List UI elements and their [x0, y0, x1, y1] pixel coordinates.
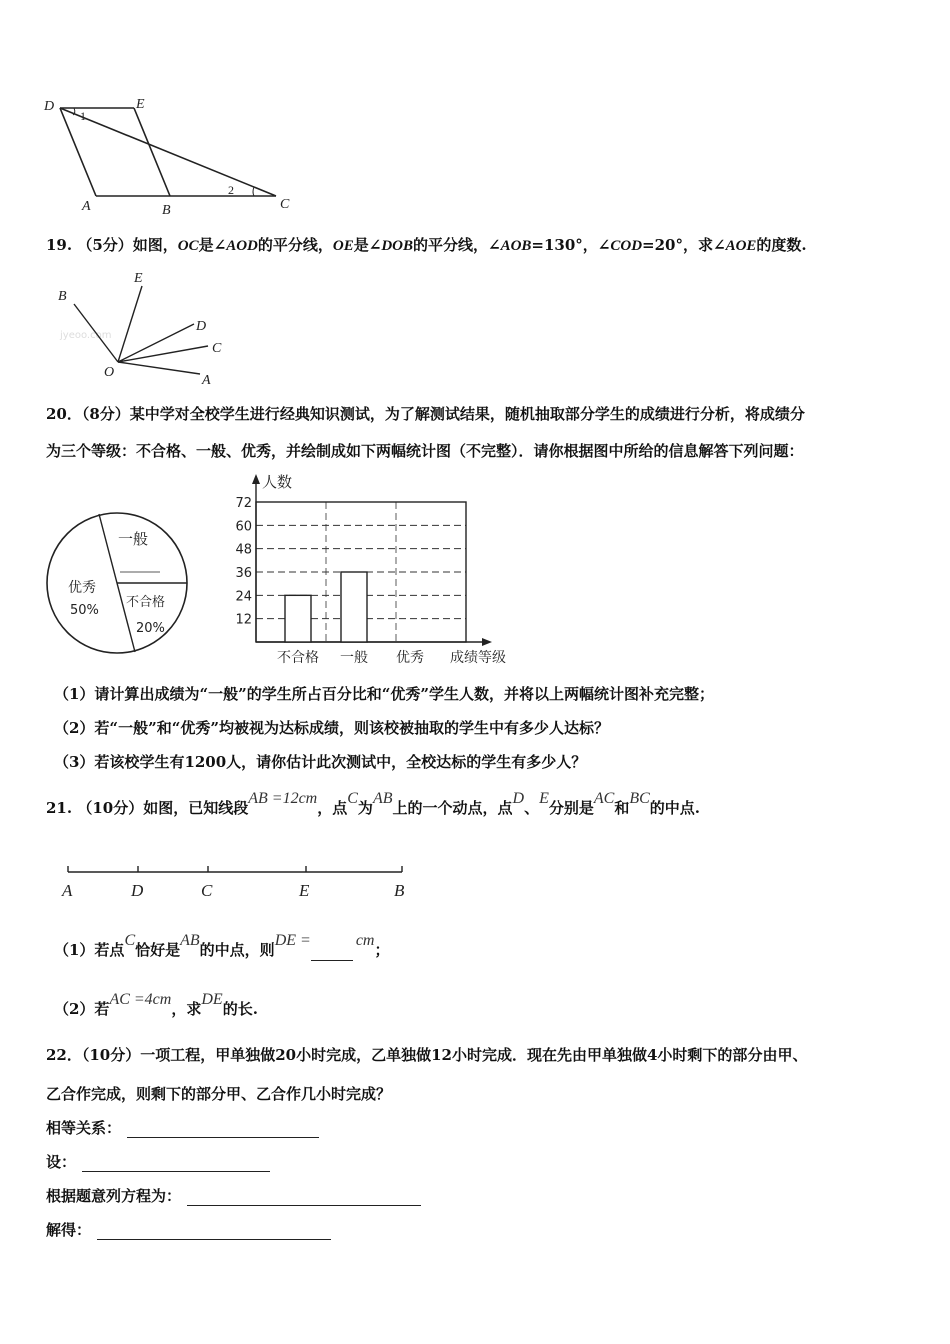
question-19 [46, 235, 807, 256]
field-label: 设： [46, 1153, 77, 1171]
q21-sub1-math: C [124, 932, 136, 949]
q21-text: 、 [524, 799, 540, 817]
figure-q18 [40, 92, 300, 218]
label-c: C [212, 341, 222, 356]
q19-part: AOB [500, 238, 532, 254]
q19-part: COD [610, 238, 643, 254]
q21-math: C [347, 790, 358, 807]
q20-sub-2: （2）若“一般”和“优秀”均被视为达标成绩，则该校被抽取的学生中有多少人达标？ [54, 719, 609, 737]
q19-part: 是∠ [353, 236, 382, 254]
label-e: E [134, 271, 143, 286]
q21-text: 上的一个动点，点 [392, 799, 513, 817]
segment-figure [56, 860, 426, 906]
point-a: A [62, 881, 73, 900]
answer-blank[interactable] [311, 946, 353, 961]
x-tick-label: 优秀 [396, 650, 424, 666]
q21-text: 分别是 [548, 799, 594, 817]
q21-sub2-text: ，求 [171, 1000, 202, 1018]
q19-part: AOE [725, 238, 757, 254]
q21-sub-1 [54, 932, 390, 961]
x-tick-label: 不合格 [277, 650, 319, 666]
point-b: B [394, 881, 405, 900]
q21-text: 的中点. [649, 799, 701, 817]
field-label: 解得： [46, 1221, 92, 1239]
q21-sub1-text: ； [374, 941, 390, 959]
q19-part: AOD [226, 238, 258, 254]
q19-score: （5分）如图， [77, 236, 178, 254]
q21-sub2-math: AC =4cm [109, 991, 172, 1008]
q21-text: 为 [357, 799, 373, 817]
q21-number: 21. [46, 799, 73, 817]
y-tick-label: 48 [235, 542, 252, 558]
q22-field-relation [46, 1118, 319, 1138]
q21-sub2-text: （2）若 [54, 1000, 110, 1018]
q20-sub-3: （3）若该校学生有1200人，请你估计此次测试中，全校达标的学生有多少人？ [54, 753, 587, 771]
label-d: D [196, 319, 207, 334]
q20-line-2: 为三个等级：不合格、一般、优秀，并绘制成如下两幅统计图（不完整）．请你根据图中所给的信息解答下列问题： [46, 442, 804, 460]
label-d: D [44, 99, 55, 114]
label-o: O [104, 365, 115, 380]
label-b: B [162, 203, 171, 218]
label-a: A [202, 373, 211, 388]
q21-sub2-math: DE [201, 991, 223, 1008]
q21-sub1-text: 的中点，则 [199, 941, 275, 959]
bar-0 [285, 595, 311, 642]
q22-field-solution [46, 1220, 331, 1240]
q21-math: D [512, 790, 525, 807]
q21-math: AB [372, 790, 393, 807]
q21-math: AC [593, 790, 615, 807]
q21-sub1-math: DE = [274, 932, 311, 949]
question-21 [46, 790, 701, 819]
q21-sub1-text: （1）若点 [54, 941, 125, 959]
label-angle-2: 2 [228, 183, 234, 197]
q21-text: （10分）如图，已知线段 [77, 799, 249, 817]
q19-watermark: jyeoo.com [60, 330, 112, 341]
x-axis-title: 成绩等级 [450, 650, 506, 666]
y-tick-label: 12 [235, 612, 252, 628]
q21-sub2-text: 的长. [222, 1000, 258, 1018]
q19-part: 是∠ [198, 236, 227, 254]
q19-part: OE [332, 238, 354, 254]
field-label: 相等关系： [46, 1119, 122, 1137]
y-axis-title: 人数 [262, 473, 293, 491]
pie-chart [44, 508, 194, 658]
y-tick-label: 60 [235, 519, 252, 535]
pie-label-fail-pct: 20% [136, 621, 165, 636]
relation-blank[interactable] [127, 1123, 319, 1138]
label-e: E [136, 97, 145, 112]
q19-part: =130°，∠ [531, 236, 611, 254]
pie-label-fail: 不合格 [126, 595, 166, 610]
q19-part: =20°，求∠ [642, 236, 726, 254]
pie-label-excellent: 优秀 [68, 580, 96, 596]
pie-label-general: 一般 [118, 530, 149, 548]
q22-field-let [46, 1152, 270, 1172]
let-blank[interactable] [82, 1157, 270, 1172]
point-d: D [131, 881, 144, 900]
pie-label-excellent-pct: 50% [70, 603, 99, 618]
q20-line-1: 20．（8分）某中学对全校学生进行经典知识测试，为了解测试结果，随机抽取部分学生的成绩进行分析，将成绩分 [46, 405, 805, 423]
label-angle-1: 1 [80, 109, 86, 123]
q19-part: OC [177, 238, 199, 254]
y-tick-label: 72 [235, 496, 252, 511]
x-tick-label: 一般 [340, 650, 368, 666]
q22-line-1: 22．（10分）一项工程，甲单独做20小时完成，乙单独做12小时完成．现在先由甲单独做4小时剩下的部分由甲、 [46, 1046, 808, 1064]
q21-sub1-math: AB [180, 932, 200, 949]
bar-1 [341, 572, 367, 642]
q19-number: 19. [46, 236, 73, 254]
y-tick-label: 36 [235, 566, 252, 581]
q21-sub1-math: cm [355, 932, 375, 949]
label-c: C [280, 197, 290, 212]
q20-sub-1: （1）请计算出成绩为“一般”的学生所占百分比和“优秀”学生人数，并将以上两幅统计图补充完整； [54, 685, 714, 703]
q19-part: 的度数. [756, 236, 807, 254]
point-c: C [201, 881, 213, 900]
equation-blank[interactable] [187, 1191, 421, 1206]
field-label: 根据题意列方程为： [46, 1187, 182, 1205]
q21-math: E [539, 790, 549, 807]
q19-part: 的平分线， [257, 236, 333, 254]
q21-sub1-text: 恰好是 [135, 941, 181, 959]
q21-text: 和 [614, 799, 630, 817]
label-b: B [58, 289, 67, 304]
q21-math: BC [629, 790, 650, 807]
q21-math: AB =12cm [248, 790, 318, 807]
q19-part: 的平分线，∠ [413, 236, 501, 254]
q22-field-equation [46, 1186, 421, 1206]
q21-text: ，点 [317, 799, 348, 817]
q22-line-2: 乙合作完成，则剩下的部分甲、乙合作几小时完成？ [46, 1085, 392, 1103]
y-tick-label: 24 [235, 589, 252, 605]
figure-q19 [44, 266, 244, 390]
label-a: A [82, 199, 91, 214]
solution-blank[interactable] [97, 1225, 331, 1240]
bar-chart [228, 470, 528, 670]
q21-sub-2 [54, 991, 258, 1020]
point-e: E [299, 881, 310, 900]
q19-part: DOB [381, 238, 413, 254]
